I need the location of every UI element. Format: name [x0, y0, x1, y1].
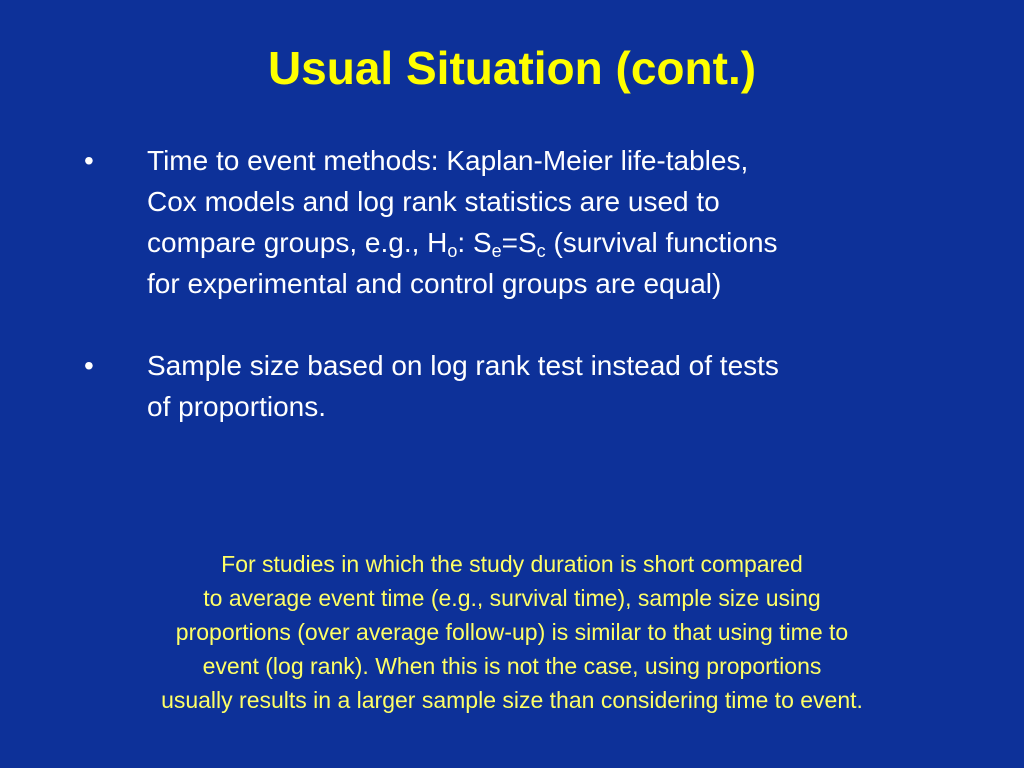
- footnote: [60, 547, 964, 717]
- bullet-text: [147, 345, 944, 427]
- subscript-e: e: [491, 241, 502, 261]
- hypothesis-mid1: : S: [457, 227, 492, 258]
- footnote-line: proportions (over average follow-up) is similar to that using time to: [175, 619, 849, 645]
- bullet-line-hypothesis: [147, 227, 778, 261]
- bullet-line: of proportions.: [147, 391, 326, 422]
- footnote-line: event (log rank). When this is not the case, using proportions: [202, 653, 822, 679]
- bullet-item-sample-size: [84, 345, 944, 427]
- bullet-list: [84, 140, 944, 468]
- bullet-line: for experimental and control groups are equal): [147, 268, 722, 299]
- subscript-c: c: [536, 241, 546, 261]
- bullet-text: [147, 140, 944, 304]
- footnote-line: For studies in which the study duration is short compared: [221, 551, 803, 577]
- footnote-line: usually results in a larger sample size than considering time to event.: [161, 687, 863, 713]
- bullet-marker: •: [84, 350, 94, 381]
- bullet-line: Time to event methods: Kaplan-Meier life-tables,: [147, 145, 749, 176]
- bullet-line: Sample size based on log rank test instead of tests: [147, 350, 779, 381]
- slide-title: Usual Situation (cont.): [267, 42, 757, 94]
- bullet-line: Cox models and log rank statistics are used to: [147, 186, 720, 217]
- bullet-marker: •: [84, 145, 94, 176]
- hypothesis-mid2: =S: [501, 227, 537, 258]
- footnote-line: to average event time (e.g., survival time), sample size using: [203, 585, 821, 611]
- hypothesis-pre: compare groups, e.g., H: [147, 227, 448, 258]
- subscript-o: o: [447, 241, 458, 261]
- hypothesis-post: (survival functions: [545, 227, 778, 258]
- bullet-item-time-to-event: [84, 140, 944, 304]
